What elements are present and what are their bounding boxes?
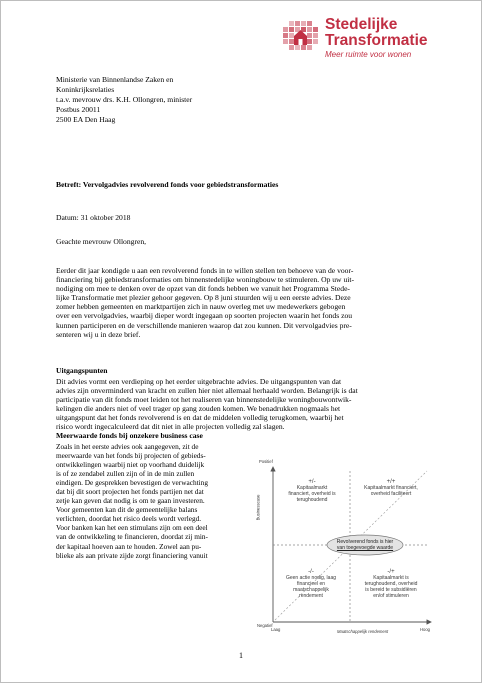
section1-line: uitgangspunt dat het fonds revolverend is en dat de middelen volledig terugkomen, waarbij het bbox=[56, 413, 344, 423]
quadrant-text: is bereid te subsidiëren bbox=[365, 587, 417, 593]
salutation: Geachte mevrouw Ollongren, bbox=[56, 237, 147, 246]
section2-line: ontwikkelingen waarbij niet op voorhand duidelijk bbox=[56, 460, 205, 470]
section2-line: der kapitaal hoeven aan te houden. Zowel aan pu- bbox=[56, 541, 202, 551]
quadrant-text: Geen actie nodig, laag bbox=[285, 575, 337, 581]
house-grid-logo-icon bbox=[281, 15, 321, 59]
quadrant-bottom-right bbox=[353, 569, 429, 599]
quadrant-sign: -/+ bbox=[387, 569, 395, 575]
section2-line: Voor banken kan het een stimulans zijn om een deel bbox=[56, 523, 208, 533]
section1-line: Dit advies vormt een verdieping op het eerder uitgebrachte advies. De uitgangspunten van dat bbox=[56, 377, 342, 386]
section2-line: blieke als aan private zijde zorgt financiering vanuit bbox=[56, 550, 208, 560]
address-line-4: Postbus 20011 bbox=[56, 105, 101, 114]
center-label-line1: Revolverend fonds is hier bbox=[336, 539, 394, 545]
intro-line: financiering bij gebiedstransformaties om binnenstedelijke woningbouw te stimuleren. Op uw uit- bbox=[56, 275, 354, 285]
quadrant-text: financiert, overheid is bbox=[288, 491, 336, 497]
quadrant-text: Kapitaalmarkt financiert, bbox=[364, 485, 418, 491]
y-axis-title: Businesscase bbox=[255, 494, 261, 521]
logo-tagline: Meer ruimte voor wonen bbox=[325, 50, 412, 59]
quadrant-sign: +/+ bbox=[386, 479, 396, 485]
intro-line: Eerder dit jaar kondigde u aan een revolverend fonds in te willen stellen ten behoeve van de voor- bbox=[56, 266, 354, 275]
quadrant-top-right bbox=[355, 479, 427, 497]
date-line: Datum: 31 oktober 2018 bbox=[56, 213, 131, 222]
logo bbox=[281, 15, 461, 69]
address-line-5: 2500 EA Den Haag bbox=[56, 115, 116, 124]
section2-line: meerwaarde van het fonds bij projecten of gebieds- bbox=[56, 451, 206, 461]
section2-line: Zoals in het eerste advies ook aangegeven, zit de bbox=[56, 442, 199, 451]
section2-paragraph bbox=[56, 442, 249, 560]
address-line-1: Ministerie van Binnenlandse Zaken en bbox=[56, 75, 174, 84]
x-axis-title: Maatschappelijk rendement bbox=[337, 629, 389, 634]
quadrant-top-left bbox=[279, 479, 345, 503]
y-axis-bottom-label: Negatief bbox=[257, 623, 273, 628]
section2-line: Voor gemeenten kan dit de gemeentelijke balans bbox=[56, 505, 198, 515]
y-axis-top-label: Positief bbox=[259, 459, 273, 464]
section1-paragraph bbox=[56, 377, 426, 432]
logo-title-line1: Stedelijke bbox=[325, 16, 398, 33]
quadrant-text: maatschappelijk bbox=[293, 587, 329, 593]
quadrant-diagram bbox=[257, 457, 435, 637]
quadrant-text: terughoudend bbox=[296, 497, 328, 503]
intro-line: zomer hebben gemeenten en marktpartijen zich in nauw overleg met uw medewerkers gebogen bbox=[56, 302, 346, 312]
section2-line: van de ontwikkeling te financieren, doordat zij min- bbox=[56, 532, 208, 542]
address-line-3: t.a.v. mevrouw drs. K.H. Ollongren, minister bbox=[56, 95, 193, 104]
intro-line: senteren wij u in deze brief. bbox=[56, 329, 141, 339]
intro-line: lijke Transformatie met plezier gehoor gegeven. Op 8 juni stuurden wij u een eerste advies. Deze bbox=[56, 293, 351, 303]
subject-line: Betreft: Vervolgadvies revolverend fonds voor gebiedstransformaties bbox=[56, 180, 279, 189]
section2-line: zetje kan geven dat nodig is om te gaan investeren. bbox=[56, 496, 205, 506]
section-heading-uitgangspunten: Uitgangspunten bbox=[56, 366, 108, 375]
quadrant-text: en/of stimuleren bbox=[373, 593, 409, 599]
quadrant-bottom-left bbox=[277, 569, 345, 599]
intro-line: kunnen participeren en de verschillende manieren waarop dat zou kunnen. Dit vervolgadvies pre- bbox=[56, 320, 352, 330]
quadrant-sign: +/- bbox=[308, 479, 316, 485]
center-label-line2: van toegevoegde waarde bbox=[336, 545, 394, 551]
section2-line: eindigen. De gesprekken bevestigen de verwachting bbox=[56, 478, 208, 488]
intro-paragraph bbox=[56, 266, 426, 339]
section1-line: participatie van dit fonds moet leiden tot het realiseren van binnenstedelijke woningbouwontwik- bbox=[56, 395, 352, 405]
section1-line: kelingen die anders niet of veel trager op gang zouden komen. We benadrukken nogmaals het bbox=[56, 404, 341, 414]
quadrant-text: rendement bbox=[299, 593, 323, 599]
quadrant-text: terughoudend, overheid bbox=[364, 581, 418, 587]
quadrant-text: overheid faciliteert bbox=[370, 491, 412, 497]
quadrant-text: Kapitaalmarkt is bbox=[373, 575, 409, 581]
address-line-2: Koninkrijksrelaties bbox=[56, 85, 115, 94]
quadrant-text: financieel en bbox=[296, 581, 326, 587]
intro-line: nodiging om mee te denken over de opzet van dit fonds hebben we vanuit het Programma Stede- bbox=[56, 284, 350, 294]
section1-line: risico wordt ingecalculeerd dat dit niet in alle projecten volledig zal slagen. bbox=[56, 422, 285, 432]
x-axis-right-label: Hoog bbox=[420, 627, 431, 632]
section2-line: is of ze zendabel zullen zijn of in de min zullen bbox=[56, 469, 195, 479]
section2-line: dat bij dit soort projecten het fonds partijen net dat bbox=[56, 487, 204, 497]
x-axis-left-label: Laag bbox=[271, 627, 281, 632]
intro-line: over een vervolgadvies, waarbij dieper wordt ingegaan op soorten projecten waarin het fonds zou bbox=[56, 311, 353, 321]
quadrant-sign: -/- bbox=[308, 569, 314, 575]
logo-title-line2: Transformatie bbox=[325, 32, 428, 49]
center-label bbox=[327, 539, 403, 551]
page-number: 1 bbox=[239, 651, 243, 660]
section2-line: verlichten, doordat het risico deels wordt verlegd. bbox=[56, 514, 202, 524]
quadrant-text: Kapitaalmarkt bbox=[296, 485, 328, 491]
section1-line: advies zijn onverminderd van kracht en zullen hier niet allemaal herhaald worden. Belangrijk is dat bbox=[56, 386, 358, 396]
section-heading-meerwaarde: Meerwaarde fonds bij onzekere business case bbox=[56, 431, 203, 440]
